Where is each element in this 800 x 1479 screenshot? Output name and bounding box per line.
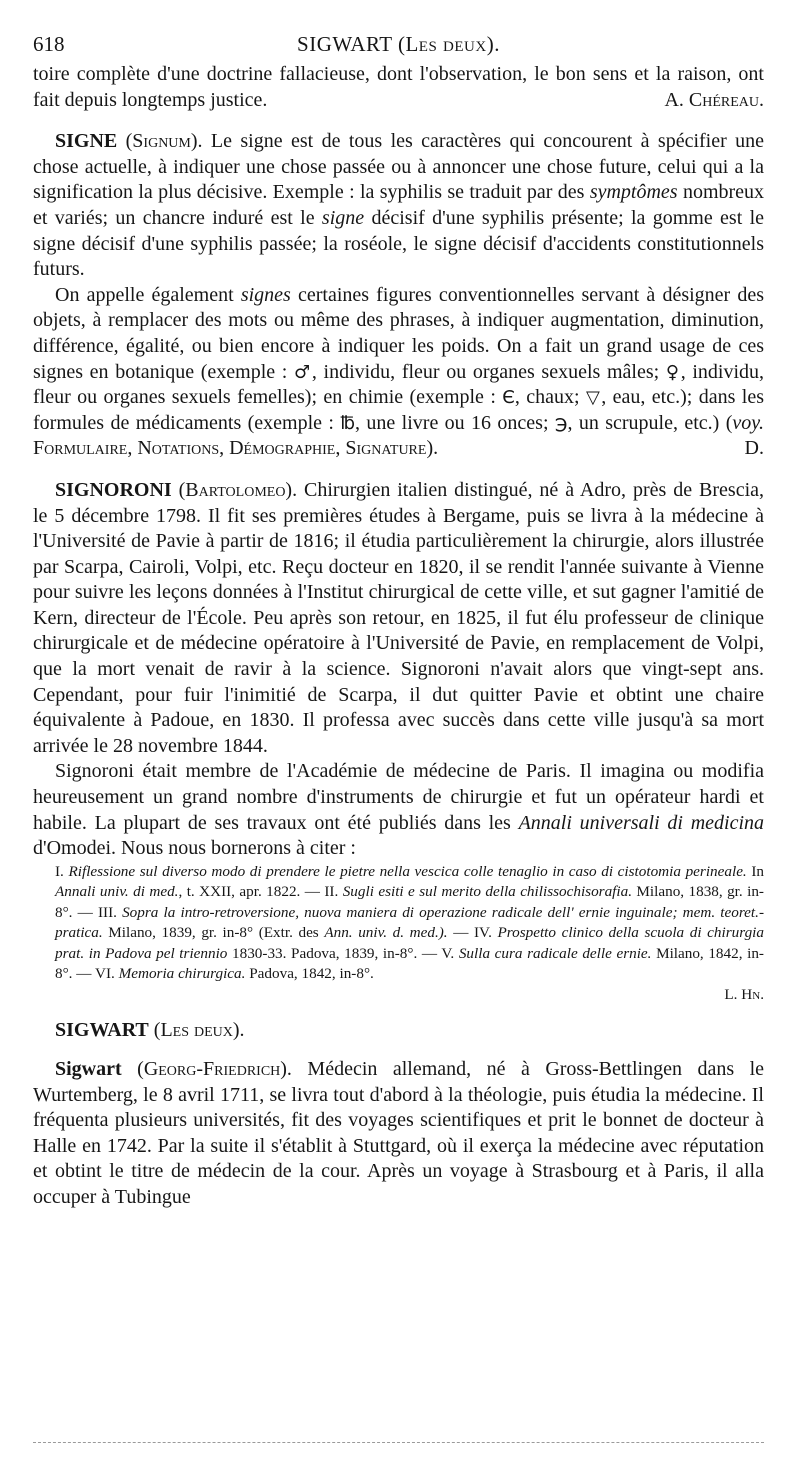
sigwart-rest: (Les deux). xyxy=(153,1019,245,1042)
signe-p2f: , eau, etc.); dans les formules de médicaments (exemple : xyxy=(33,386,765,434)
running-title-rest: (Les deux). xyxy=(397,32,500,56)
ref-title: Sugli esiti e sul merito della chilissochisorafia. xyxy=(342,883,632,901)
signoroni-name: (Bartolomeo). xyxy=(178,478,298,501)
ref-title: Prospetto clinico della scuola di chirurgia prat. in Padova pel triennio xyxy=(55,924,764,962)
signe-entry xyxy=(33,129,764,283)
signoroni-signature: L. Hn. xyxy=(724,985,764,1003)
sigwart-sub-name: (Georg-Friedrich). xyxy=(137,1057,292,1080)
signe-p2h: , un scrupule, etc.) ( xyxy=(567,411,733,434)
signe-paragraph-2 xyxy=(33,283,764,462)
signe-p2a: On appelle également xyxy=(55,283,234,306)
running-title xyxy=(33,32,764,57)
ref-rest: Milano, 1838, gr. in-8°. — III. xyxy=(55,883,764,921)
voy-link: voy. xyxy=(732,411,765,434)
ref-title: Memoria chirurgica. xyxy=(118,965,246,983)
signoroni-headword: SIGNORONI xyxy=(55,478,172,501)
page-body xyxy=(33,62,764,1210)
page-number: 618 xyxy=(33,32,65,56)
intro-paragraph xyxy=(33,62,764,113)
signe-p2e: , chaux; xyxy=(514,386,580,409)
signe-headword: SIGNE xyxy=(55,130,118,153)
ref-journal: Ann. univ. d. med.). xyxy=(324,924,448,942)
pound-symbol-icon: ℔ xyxy=(340,412,356,434)
signe-p2b: certaines figures conventionnelles servant à désigner des objets, à remplacer des mots ou même des phrases, à indiquer augmentation, diminution, différence, égalité, ou bien encore à indiquer les poids. On a fait un grand usage de ces signes en botanique (exemple : xyxy=(33,283,765,383)
signoroni-journal: Annali universali di medicina xyxy=(518,811,765,834)
lime-symbol-icon: Є xyxy=(502,387,515,409)
signe-p2-em: signes xyxy=(240,283,291,306)
signe-p1b: nombreux et variés; un chancre induré est le xyxy=(33,181,765,229)
signoroni-p2a: Signoroni était membre de l'Académie de médecine de Paris. Il imagina ou modifia heureusement un grand nombre d'instruments de chirurgie et fut un opérateur hardi et habile. La plupart de ses travaux ont été publiés dans les xyxy=(33,760,764,834)
ref-title: Riflessione sul diverso modo di prendere le pietre nella vescica colle tenaglio in caso di cistotomia perineale. xyxy=(68,862,747,880)
ref-rest: Milano, 1839, gr. in-8° (Extr. des xyxy=(108,924,319,942)
ref-rest: Padova, 1842, in-8°. xyxy=(249,965,374,983)
spacer xyxy=(33,1044,764,1057)
ref-rest: , t. XXII, apr. 1822. — II. xyxy=(178,883,339,901)
signe-p1c: décisif d'une syphilis présente; la gomme est le signe décisif d'une syphilis passée; la roséole, le signe décisif d'accidents constitutionnels futurs. xyxy=(33,206,765,281)
signe-p2i: Formulaire, Notations, Démographie, Signature). xyxy=(33,437,439,460)
signe-signature: D. xyxy=(744,437,764,460)
sigwart-entry xyxy=(33,1057,764,1211)
ref-rest: Milano, 1842, in-8°. — VI. xyxy=(55,944,764,983)
sigwart-headword: SIGWART xyxy=(55,1019,149,1042)
spacer xyxy=(33,1005,764,1018)
sigwart-p1: Médecin allemand, né à Gross-Bettlingen dans le Wurtemberg, le 8 avril 1711, se livra tout d'abord à la théologie, puis étudia la médecine. Il fréquenta plusieurs universités, fit des voyages scientifiques et prit le bonnet de docteur à Halle en 1742. Par la suite il s'établit à Stuttgard, où il exerça la médecine avec réputation et obtint le titre de médecin de la cour. Après un voyage à Strasbourg et à Paris, il alla occuper à Tubingue xyxy=(33,1057,765,1208)
ref-rest: 1830-33. Padova, 1839, in-8°. — V. xyxy=(232,944,455,962)
running-title-name: SIGWART xyxy=(297,32,393,56)
spacer xyxy=(33,113,764,129)
sigwart-sub-headword: Sigwart xyxy=(55,1057,122,1080)
footer-rule xyxy=(33,1442,764,1445)
signoroni-paragraph-2 xyxy=(33,759,764,861)
female-symbol-icon: ♀ xyxy=(665,361,681,383)
signe-em: symptômes xyxy=(589,181,678,204)
spacer xyxy=(33,462,764,478)
ref-title: Sopra la intro-retroversione, nuova maniera di operazione radicale dell' ernie inguinale; mem. teoret.-pratica. xyxy=(55,903,764,942)
ref-title: Sulla cura radicale delle ernie. xyxy=(458,944,652,962)
intro-signature: A. Chéreau. xyxy=(664,88,764,111)
signe-p2c: , individu, fleur ou organes sexuels mâles; xyxy=(311,360,660,383)
signoroni-p1: Chirurgien italien distingué, né à Adro, près de Brescia, le 5 décembre 1798. Il fit ses premières études à Bergame, puis se livra à la médecine à l'Université de Pavie à partir de 1816; il étudia particulièrement la chirurgie, alors illustrée par Scarpa, Cairoli, Volpi, etc. Reçu docteur en 1820, il se rendit l'année suivante à Vienne pour suivre les leçons données à l'Institut chirurgical de cette ville, et sut gagner l'amitié de Kern, directeur de l'École. Peu après son retour, en 1825, il fut élu professeur de clinique chirurgicale et de médecine opératoire à l'Université de Pavie, en remplacement de Volpi, que la mort venait de ravir à la science. Signoroni n'avait alors que vingt-sept ans. Cependant, pour fuir l'inimitié de Scarpa, il dut quitter Pavie et obtint une chaire équivalente à Padoue, en 1830. Il professa avec succès dans cette ville jusqu'à sa mort arrivée le 28 novembre 1844. xyxy=(33,478,765,757)
signe-p1: Le signe est de tous les caractères qui concourent à spécifier une chose actuelle, à indiquer une chose passée ou à annoncer une chose future, celui qui a la signification la plus décisive. Exemple : la syphilis se traduit par des xyxy=(33,130,765,204)
scruple-symbol-icon: ℈ xyxy=(554,412,568,434)
water-symbol-icon: ▽ xyxy=(586,387,602,409)
signoroni-p2b: d'Omodei. Nous nous bornerons à citer : xyxy=(33,837,356,860)
intro-text: toire complète d'une doctrine fallacieuse, dont l'observation, le bon sens et la raison, ont fait depuis longtemps justice. xyxy=(33,63,764,111)
signoroni-entry xyxy=(33,478,764,760)
sigwart-heading xyxy=(33,1018,764,1044)
signe-p2g: , une livre ou 16 onces; xyxy=(355,411,549,434)
running-header xyxy=(33,24,764,58)
bibliography xyxy=(33,862,764,1006)
ref-rest: In xyxy=(751,862,765,880)
signe-em2: signe xyxy=(321,206,365,229)
ref-journal: Annali univ. di med. xyxy=(55,883,179,901)
male-symbol-icon: ♂ xyxy=(294,361,312,383)
signe-latin: (Signum). xyxy=(125,130,203,153)
ref-num: I. xyxy=(55,862,64,880)
ref-rest: — IV. xyxy=(453,924,492,942)
signe-p2d: , individu, fleur ou organes sexuels femelles); en chimie (exemple : xyxy=(33,360,765,409)
